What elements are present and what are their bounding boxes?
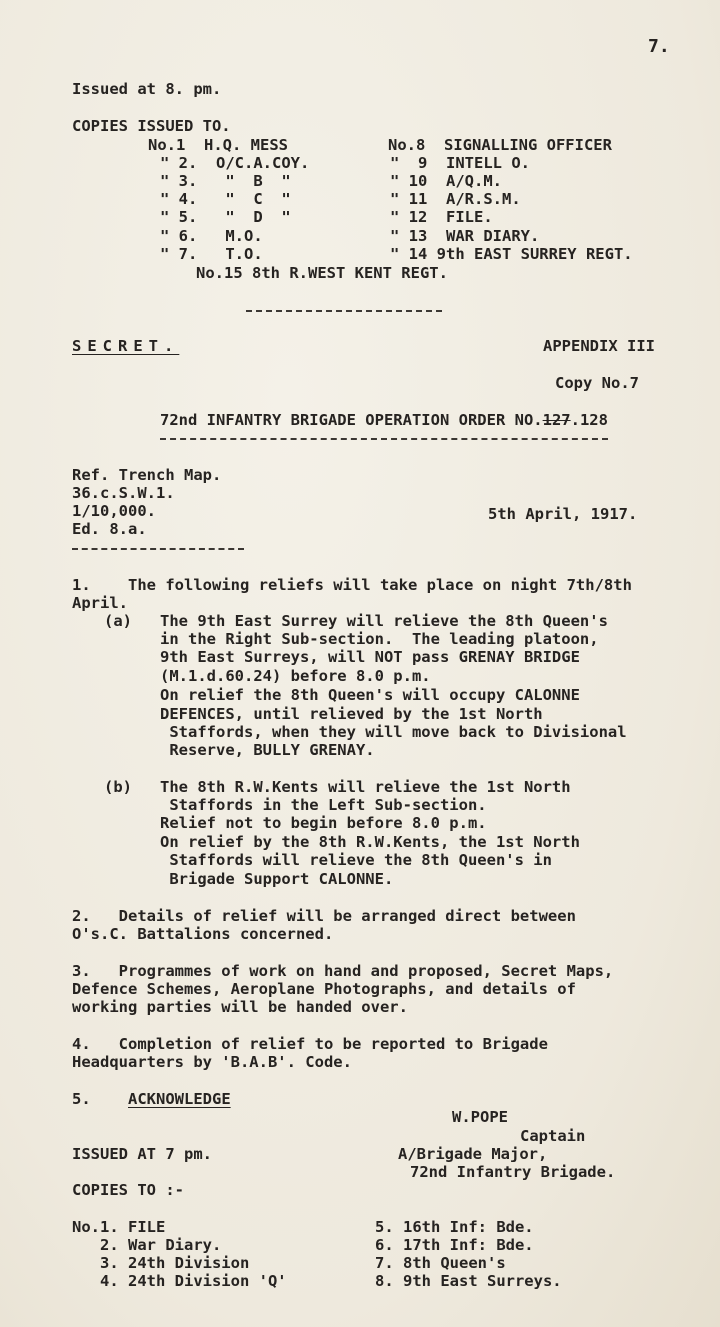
copy-15-line: No.15 8th R.WEST KENT REGT. — [196, 264, 448, 282]
order-date: 5th April, 1917. — [488, 505, 638, 523]
divider — [72, 548, 244, 550]
page-number: 7. — [648, 36, 670, 57]
list-item: " 13 WAR DIARY. — [390, 227, 540, 245]
para5-number: 5. — [72, 1090, 91, 1108]
para-line: (M.1.d.60.24) before 8.0 p.m. — [160, 667, 431, 685]
para1-line: April. — [72, 594, 128, 612]
para-line: Staffords, when they will move back to Divisional — [160, 723, 627, 741]
secret-heading: SECRET. — [72, 337, 180, 355]
copies-issued-heading: COPIES ISSUED TO. — [72, 117, 231, 135]
ref-line: Ed. 8.a. — [72, 520, 147, 538]
para-line: Reserve, BULLY GRENAY. — [160, 741, 375, 759]
list-item: " 3. " B " — [160, 172, 291, 190]
copies-to-heading: COPIES TO :- — [72, 1181, 184, 1199]
para-line: in the Right Sub-section. The leading platoon, — [160, 630, 599, 648]
list-item: " 12 FILE. — [390, 208, 493, 226]
list-item: " 10 A/Q.M. — [390, 172, 502, 190]
issued-at-line: Issued at 8. pm. — [72, 80, 222, 98]
para-line: On relief by the 8th R.W.Kents, the 1st North — [160, 833, 580, 851]
list-item: " 5. " D " — [160, 208, 291, 226]
para-line: The 9th East Surrey will relieve the 8th Queen's — [160, 612, 608, 630]
list-item: " 6. M.O. — [160, 227, 263, 245]
para1-number: 1. — [72, 576, 91, 594]
issued-at-2: ISSUED AT 7 pm. — [72, 1145, 212, 1163]
para-line: Brigade Support CALONNE. — [160, 870, 394, 888]
para-line: Headquarters by 'B.A.B'. Code. — [72, 1053, 352, 1071]
list-item: 4. 24th Division 'Q' — [72, 1272, 287, 1290]
struck-order-number: 127 — [542, 411, 571, 429]
para-line: Relief not to begin before 8.0 p.m. — [160, 814, 487, 832]
list-item: " 7. T.O. — [160, 245, 263, 263]
list-item: " 9 INTELL O. — [390, 154, 530, 172]
list-item: " 2. O/C.A.COY. — [160, 154, 310, 172]
para-line: The 8th R.W.Kents will relieve the 1st North — [160, 778, 571, 796]
ref-line: Ref. Trench Map. — [72, 466, 222, 484]
para-line: O's.C. Battalions concerned. — [72, 925, 334, 943]
ref-line: 36.c.S.W.1. — [72, 484, 175, 502]
para1a-label: (a) — [104, 612, 132, 630]
signatory-role: A/Brigade Major, — [398, 1145, 548, 1163]
list-item: 5. 16th Inf: Bde. — [375, 1218, 534, 1236]
signatory-name: W.POPE — [452, 1108, 508, 1126]
title-underline — [160, 438, 608, 440]
list-item: " 11 A/R.S.M. — [390, 190, 521, 208]
list-item: 7. 8th Queen's — [375, 1254, 506, 1272]
para-line: Defence Schemes, Aeroplane Photographs, and details of — [72, 980, 576, 998]
ref-line: 1/10,000. — [72, 502, 156, 520]
list-item: " 14 9th EAST SURREY REGT. — [390, 245, 633, 263]
para1b-label: (b) — [104, 778, 132, 796]
divider — [246, 310, 442, 312]
copy-number: Copy No.7 — [555, 374, 639, 392]
para-line: Staffords will relieve the 8th Queen's in — [160, 851, 552, 869]
list-item: 3. 24th Division — [72, 1254, 250, 1272]
para-line: 2. Details of relief will be arranged direct between — [72, 907, 576, 925]
signatory-rank: Captain — [520, 1127, 586, 1145]
list-item: " 4. " C " — [160, 190, 291, 208]
para-line: On relief the 8th Queen's will occupy CALONNE — [160, 686, 580, 704]
para-line: 3. Programmes of work on hand and proposed, Secret Maps, — [72, 962, 614, 980]
list-item: 8. 9th East Surreys. — [375, 1272, 562, 1290]
list-item: No.8 SIGNALLING OFFICER — [388, 136, 612, 154]
para-line: Staffords in the Left Sub-section. — [160, 796, 487, 814]
acknowledge-heading: ACKNOWLEDGE — [128, 1090, 231, 1108]
para-line: working parties will be handed over. — [72, 998, 408, 1016]
para-line: 4. Completion of relief to be reported to Brigade — [72, 1035, 548, 1053]
order-title: 72nd INFANTRY BRIGADE OPERATION ORDER NO.127.128 — [160, 411, 608, 429]
para-line: DEFENCES, until relieved by the 1st North — [160, 705, 543, 723]
para-line: 9th East Surreys, will NOT pass GRENAY BRIDGE — [160, 648, 580, 666]
list-item: 2. War Diary. — [72, 1236, 222, 1254]
signatory-unit: 72nd Infantry Brigade. — [410, 1163, 616, 1181]
list-item: No.1 H.Q. MESS — [148, 136, 288, 154]
list-item: 6. 17th Inf: Bde. — [375, 1236, 534, 1254]
appendix-label: APPENDIX III — [543, 337, 655, 355]
list-item: No.1. FILE — [72, 1218, 166, 1236]
para1-line: The following reliefs will take place on night 7th/8th — [128, 576, 632, 594]
